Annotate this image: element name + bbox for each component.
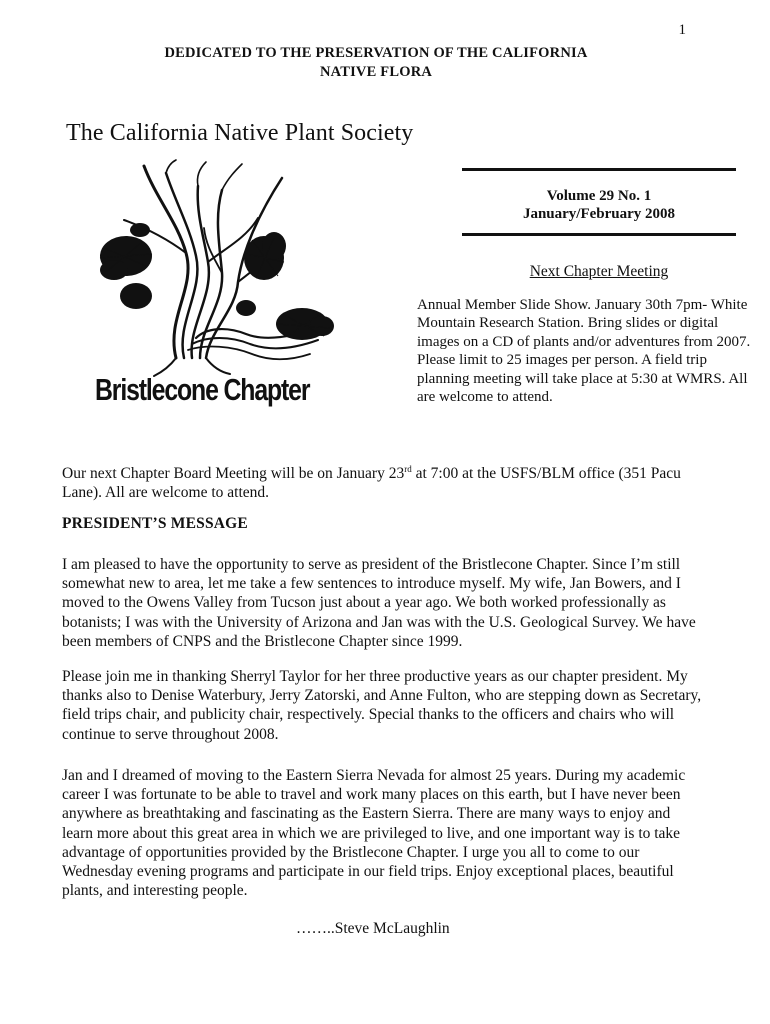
volume-number: Volume 29 No. 1	[546, 188, 652, 204]
issue-date: January/February 2008	[522, 206, 676, 222]
society-title: The California Native Plant Society	[66, 120, 414, 146]
president-message-heading: PRESIDENT’S MESSAGE	[62, 515, 248, 532]
president-message-paragraph-3: Jan and I dreamed of moving to the Eastern Sierra Nevada for almost 25 years. During my academic career I was fortunate to be able to travel and work many places on this earth, but I have never been anywhere as breathtaking and fascinating as the Eastern Sierra. There are many ways to enjoy and learn more about this great area in which we are privileged to live, and one important way is to take advantage of opportunities provided by the Bristlecone Chapter. I urge you all to come to our Wednesday evening programs and participate in our field trips. Enjoy exceptional places, beautiful plants, and interesting people.	[62, 767, 686, 900]
next-meeting-heading: Next Chapter Meeting	[529, 263, 669, 280]
board-meeting-text-start: Our next Chapter Board Meeting will be on January 23	[62, 465, 405, 483]
dedication-banner	[0, 44, 752, 82]
chapter-name: Bristlecone Chapter	[95, 372, 310, 407]
bristlecone-pine-logo	[96, 158, 336, 380]
board-meeting-text-end: at 7:00 at the USFS/BLM office (351 Pacu Lane). All are welcome to attend.	[62, 465, 681, 502]
signature: ……..Steve McLaughlin	[296, 920, 450, 937]
dedication-line-2: NATIVE FLORA	[319, 64, 433, 80]
board-meeting-notice	[62, 460, 702, 502]
issue-rule-bottom	[462, 233, 736, 236]
page-number: 1	[678, 22, 686, 38]
president-message-paragraph-1: I am pleased to have the opportunity to serve as president of the Bristlecone Chapter. Since I’m still somewhat new to area, let me take a few sentences to introduce myself. My wife, Jan Bowers, and I moved to the Owens Valley from Tucson just about a year ago. We both worked professionally as botanists; I was with the University of Arizona and Jan was with the U.S. Geological Survey. We have been members of CNPS and the Bristlecone Chapter since 1999.	[62, 556, 696, 650]
dedication-line-1: DEDICATED TO THE PRESERVATION OF THE CALIFORNIA	[164, 45, 588, 61]
president-message-paragraph-2: Please join me in thanking Sherryl Taylor for her three productive years as our chapter president. My thanks also to Denise Waterbury, Jerry Zatorski, and Anne Fulton, who are stepping down as Secretary, field trips chair, and publicity chair, respectively. Special thanks to the officers and chairs who will continue to serve throughout 2008.	[62, 668, 702, 743]
next-meeting-text: Annual Member Slide Show. January 30th 7pm- White Mountain Research Station. Bring slides or digital images on a CD of plants and/or adventures from 2007. Please limit to 25 images per person. A field trip planning meeting will take place at 5:30 at WMRS. All are welcome to attend.	[417, 297, 751, 406]
issue-rule-top	[462, 168, 736, 171]
board-meeting-superscript: rd	[404, 464, 412, 474]
